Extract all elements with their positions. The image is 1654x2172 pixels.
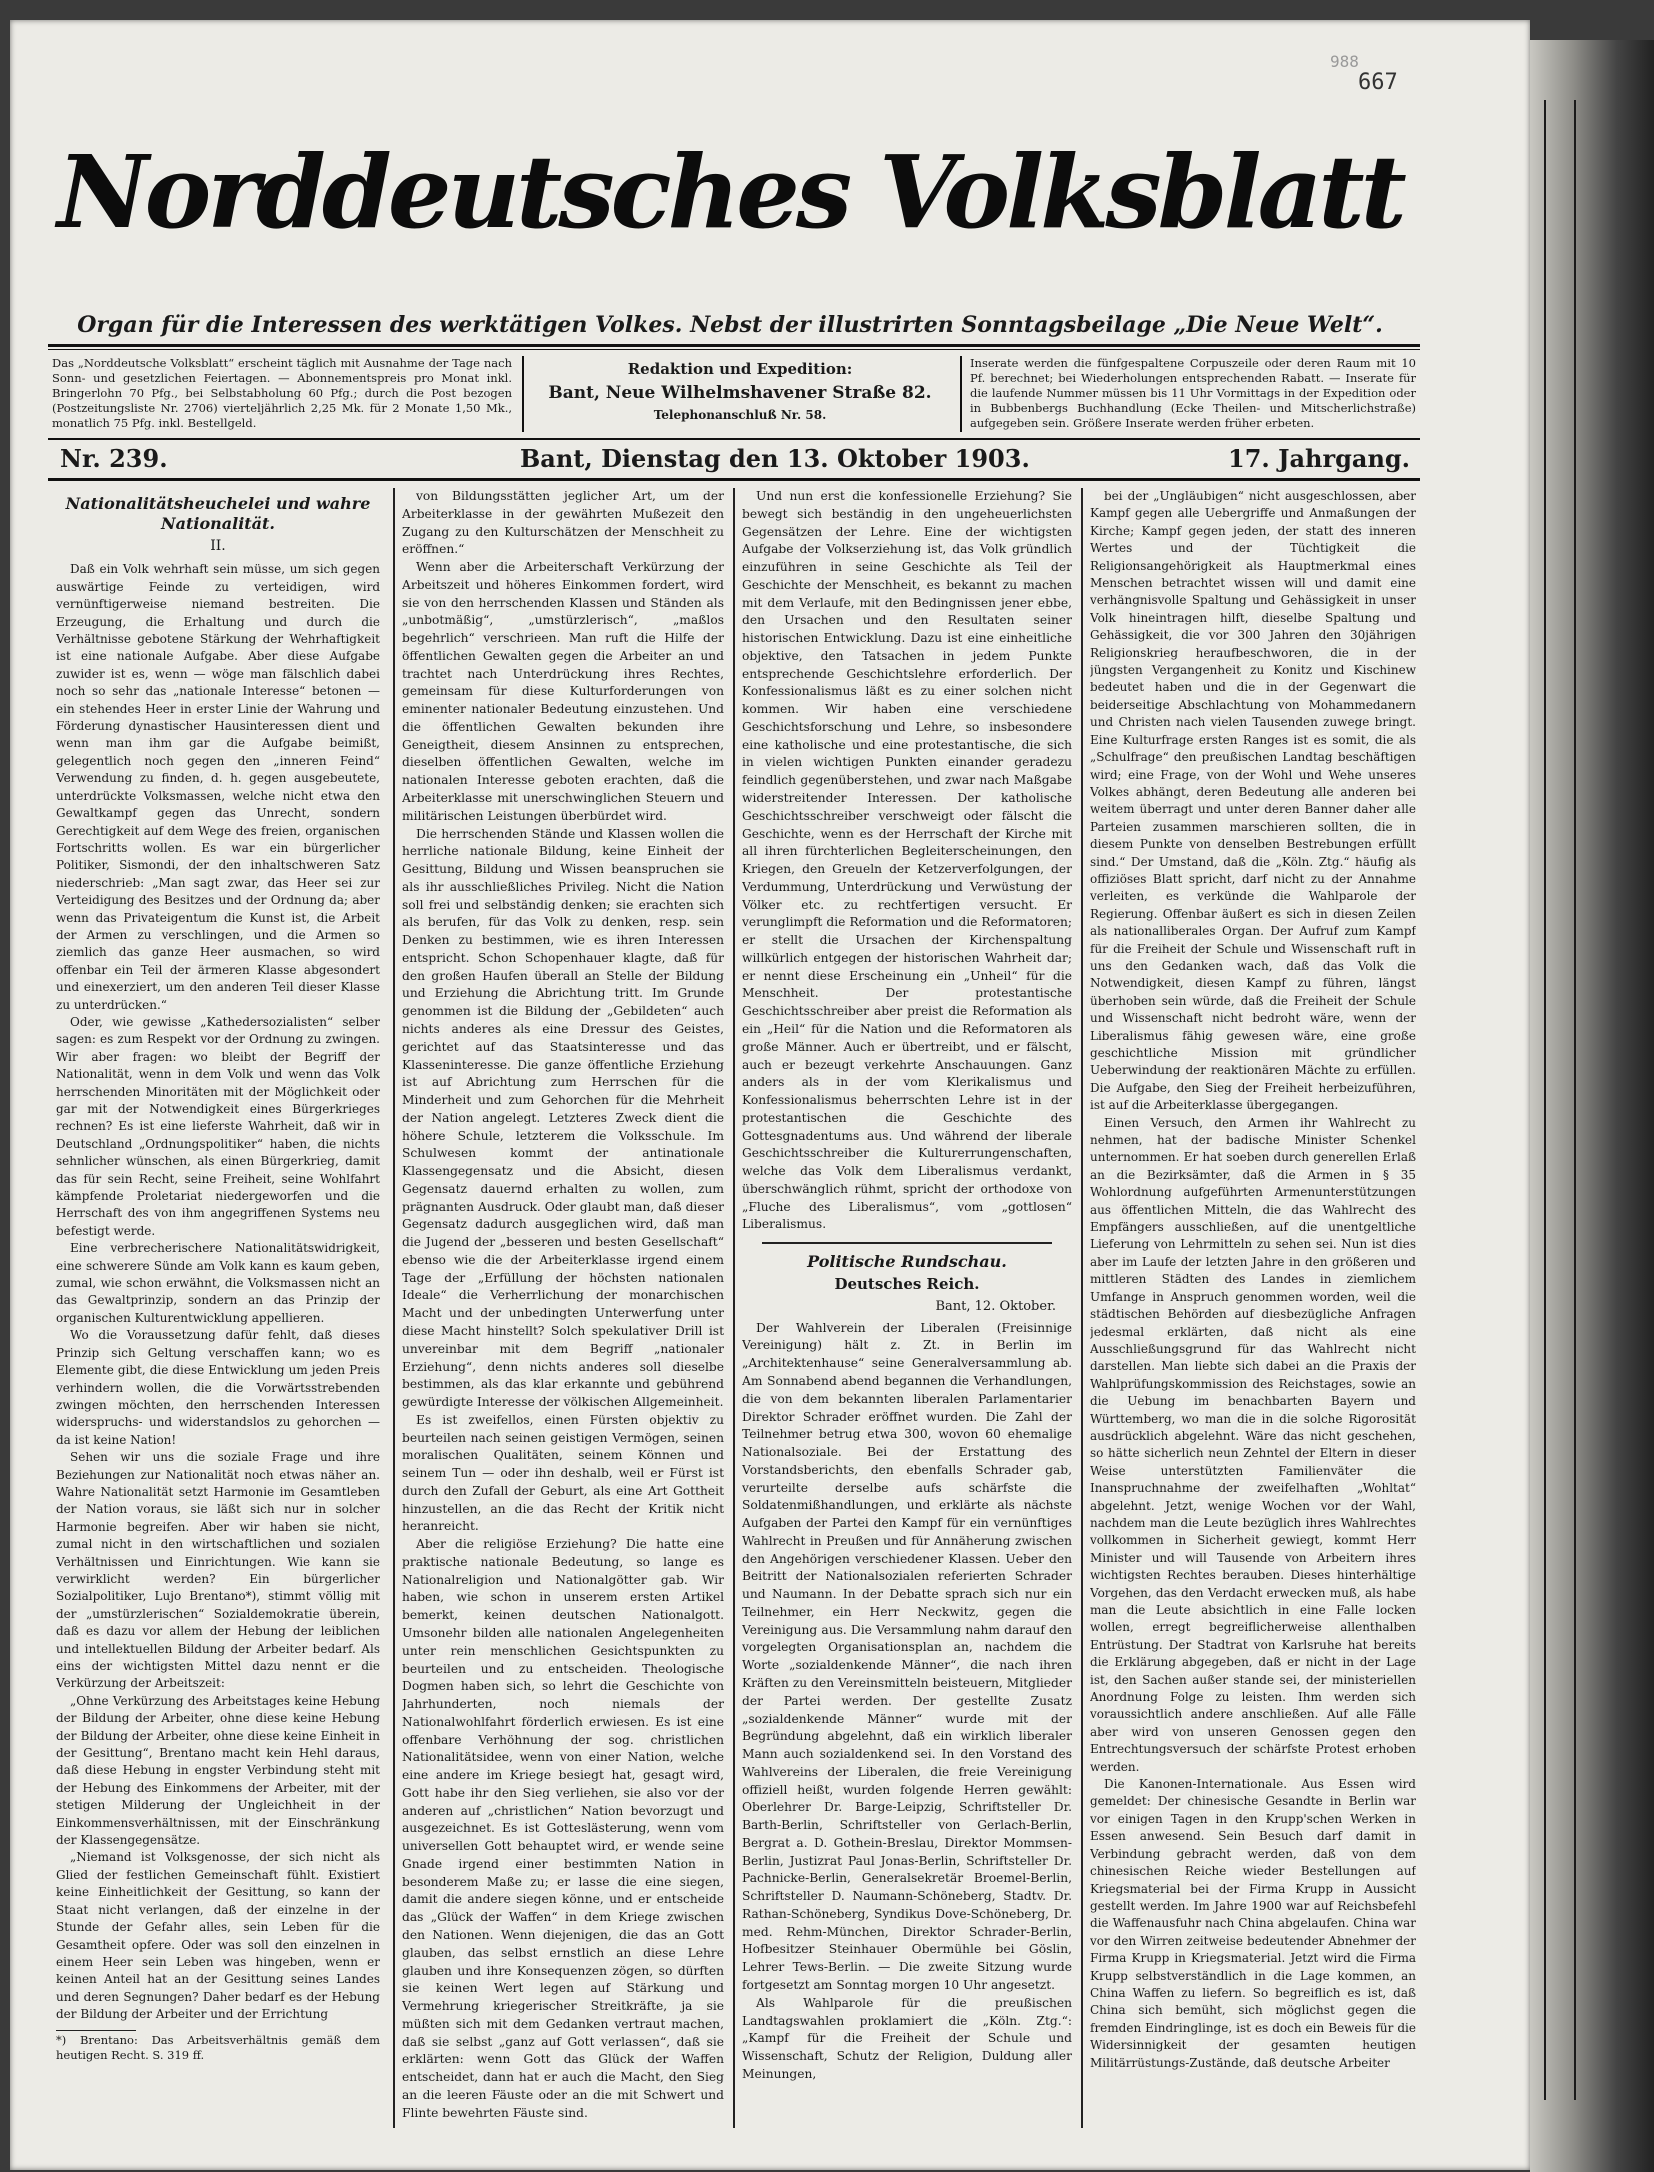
article-body	[56, 561, 380, 2023]
editorial-title: Redaktion und Expedition:	[627, 360, 853, 378]
paragraph: Die Kanonen-Internationale. Aus Essen wird gemeldet: Der chinesische Gesandte in Berlin war vor einigen Tagen in den Krupp'schen Werken in Essen anwesend. Sein Besuch darf damit in Verbindung gebracht werden, daß von dem chinesischen Reiche wieder Bestellungen auf Kriegsmaterial bei der Firma Krupp in Aussicht gestellt werden. Im Jahre 1900 war auf Reichsbefehl die Waffenausfuhr nach China abgelaufen. China war vor den Wirren zeitweise bedeutender Abnehmer der Firma Krupp in Kriegsmaterial. Jetzt wird die Firma Krupp selbstverständlich in die Lage kommen, an China Waffen zu liefern. So begreiflich es ist, daß China sich bemüht, sich möglichst gegen die fremden Eindringlinge, ist es doch ein Beweis für die Widersinnigkeit der gesamten heutigen Militärrüstungs-Zustände, daß deutsche Arbeiter	[1090, 1777, 1416, 2070]
paragraph: von Bildungsstätten jeglicher Art, um der Arbeiterklasse in der gewährten Mußezeit den Zugang zu den Kulturschätzen der Menschheit zu eröffnen.“	[402, 489, 724, 557]
paragraph: Aber die religiöse Erziehung? Die hatte eine praktische nationale Bedeutung, so lange es Nationalreligion und Nationalgötter gab. Wir haben, wie schon in unserem ersten Artikel bemerkt, keinen deutschen Nationalgott. Umsonehr bilden alle nationalen Angelegenheiten unter rein menschlichen Gesichtspunkten zu beurteilen und zu entscheiden. Theologische Dogmen haben sich, so lehrt die Geschichte von Jahrhunderten, noch niemals der Nationalwohlfahrt förderlich erwiesen. Es ist eine offenbare Verhöhnung der sog. christlichen Nationalitätsidee, wenn von einer Nation, welche eine andere im Kriege besiegt hat, gesagt wird, Gott habe ihr den Sieg verliehen, sie also vor der anderen auf „christlichen“ Nation bevorzugt und ausgezeichnet. Es ist Gotteslästerung, wenn vom universellen Gott behauptet wird, er wende seine Gnade irgend einer bestimmten Nation in besonderem Maße zu; er lasse die eine siegen, damit die andere siegen könne, und er entscheide das „Glück der Waffen“ in dem Kriege zwischen den Nationen. Wenn diejenigen, die das an Gott glauben, das selbst ernstlich an diese Lehre glauben und ihre Konsequenzen zögen, so dürften sie keinen Wert legen auf Stärkung und Vermehrung kriegerischer Streitkräfte, ja sie müßten sich mit dem Gedanken vertraut machen, daß sie selbst „ganz auf Gott verlassen“, daß sie erklärten: wenn Gott das Glück der Waffen entscheidet, dann hat er auch die Macht, den Sieg an die leeren Fäuste oder an die mit Schwert und Flinte bewehrten Fäuste sind.	[402, 1537, 724, 2120]
article-column-1	[56, 488, 380, 2128]
spine-line	[1544, 100, 1546, 2100]
article-column-4	[1090, 488, 1416, 2128]
info-divider	[522, 356, 524, 432]
news-dateline: Bant, 12. Oktober.	[935, 1298, 1056, 1314]
issue-number: Nr. 239.	[60, 444, 168, 473]
header-rule-top	[48, 344, 1420, 347]
column-rule	[393, 488, 395, 2128]
article-column-2	[402, 488, 724, 2128]
paragraph: Eine verbrecherischere Nationalitätswidrigkeit, eine schwerere Sünde am Volk kann es kaum geben, zumal, wie schon erwähnt, die Volksmassen nicht an das Gewaltprinzip, sondern an das Prinzip der organischen Kulturentwicklung appellieren.	[56, 1241, 380, 1325]
news-body	[742, 1320, 1072, 2084]
section-rule	[762, 1242, 1052, 1244]
paragraph: bei der „Ungläubigen“ nicht ausgeschlossen, aber Kampf gegen alle Uebergriffe und Anmaßungen der Kirche; Kampf gegen jeden, der statt des inneren Wertes und der Tüchtigkeit die Religionsangehörigkeit als Hauptmerkmal eines Menschen betrachtet wissen will und damit eine verhängnisvolle Spaltung und Gehässigkeit in unser Volk hineintragen hilft, dieselbe Spaltung und Gehässigkeit, die vor 300 Jahren den 30jährigen Religionskrieg heraufbeschworen, die in der jüngsten Vergangenheit zu Konitz und Kischinew bedeutet haben und die in der Gegenwart die beiderseitige Abschlachtung von Mohammedanern und Christen nach vielen Tausenden zuwege bringt. Eine Kulturfrage ersten Ranges ist es somit, die als „Schulfrage“ den preußischen Landtag beschäftigen wird; eine Frage, von der Wohl und Wehe unseres Volkes abhängt, deren Bedeutung alle anderen bei weitem überragt und unter deren Banner daher alle Parteien zusammen marschieren sollten, die in diesem Punkte von denselben Bestrebungen erfüllt sind.“ Der Umstand, daß die „Köln. Ztg.“ häufig als offiziöses Blatt spricht, darf nicht zu der Annahme verleiten, es verkünde die Wahlparole der Regierung. Offenbar äußert es sich in diesen Zeilen als nationalliberales Organ. Der Aufruf zum Kampf für die Freiheit der Schule und Wissenschaft ruft in uns den Gedanken wach, daß das Volk die Notwendigkeit, diesen Kampf zu führen, längst überhoben sein würde, daß die Freiheit der Schule und Wissenschaft nicht bedroht wäre, wenn der Liberalismus fähig gewesen wäre, eine große geschichtliche Mission mit gründlicher Ueberwindung der reaktionären Mächte zu erfüllen. Die Aufgabe, den Sieg der Freiheit herbeizuführen, ist auf die Arbeiterklasse übergegangen.	[1090, 489, 1416, 1113]
column-rule	[733, 488, 735, 2128]
paragraph: Es ist zweifellos, einen Fürsten objektiv zu beurteilen nach seinen geistigen Vermögen, seinen moralischen Qualitäten, seinem Können und seinem Tun — oder ihn deshalb, weil er Fürst ist durch den Zufall der Geburt, als eine Art Gottheit hinzustellen, an die das Recht der Kritik nicht heranreicht.	[402, 1412, 724, 1534]
paragraph: Einen Versuch, den Armen ihr Wahlrecht zu nehmen, hat der badische Minister Schenkel unternommen. Er hat soeben durch generellen Erlaß an die Bezirksämter, daß die Armen in § 35 Wohlordnung aufgeführten Armenunterstützungen aus öffentlichen Mitteln, die das Wahlrecht des Empfängers ausschließen, auf die unentgeltliche Lieferung von Lehrmitteln zu sehen sei. Nun ist dies aber im Laufe der letzten Jahre in den größeren und mittleren Städten des Landes in ziemlichem Umfange in Anspruch genommen worden, weil die städtischen Behörden auf diesbezügliche Anfragen jedesmal erklärten, daß nicht als eine Ausschließungsgrund für das Wahlrecht nicht darstellen. Man liebte sich dabei an die Praxis der Wahlprüfungskommission des Reichstages, sowie an die Uebung im benachbarten Bayern und Württemberg, wo man die in die solche Rigorosität ausdrücklich abgelehnt. Wäre das nicht geschehen, so hätte sicherlich neun Zehntel der Eltern in dieser Weise unterstützten Familienväter die Inanspruchnahme der zweifelhaften „Wohltat“ abgelehnt. Jetzt, wenige Wochen vor der Wahl, nachdem man die Leute bezüglich ihres Wahlrechtes vollkommen in Sicherheit gewiegt, kommt Herr Minister und will Tausende von Arbeitern ihres wichtigsten Rechtes berauben. Dieses hinterhältige Vorgehen, das den Verdacht erwecken muß, als habe man die Leute absichtlich in eine Falle locken wollen, erregt begreiflicherweise allenthalben Entrüstung. Der Stadtrat von Karlsruhe hat bereits die Erklärung abgegeben, daß er nicht in der Lage ist, den Sachen außer stande sei, der ministeriellen Anordnung Folge zu leisten. Ihm werden sich voraussichtlich andere anschließen. Auf alle Fälle aber wird von unseren Genossen gegen den Entrechtungsversuch der schärfste Protest erhoben werden.	[1090, 1115, 1416, 1774]
header-rule-top-thin	[48, 349, 1420, 350]
spine-line	[1574, 100, 1576, 2100]
subscription-info: Das „Norddeutsche Volksblatt“ erscheint täglich mit Ausnahme der Tage nach Sonn- und gesetzlichen Feiertagen. — Abonnementspreis pro Monat inkl. Bringerlohn 70 Pfg., bei Selbstabholung 60 Pfg.; durch die Post bezogen (Postzeitungsliste Nr. 2706) vierteljährlich 2,25 Mk. für 2 Monate 1,50 Mk., monatlich 75 Pfg. inkl. Bestellgeld.	[52, 356, 512, 430]
info-divider	[960, 356, 962, 432]
footnote: *) Brentano: Das Arbeitsverhältnis gemäß dem heutigen Recht. S. 319 ff.	[56, 2032, 380, 2062]
article-body	[742, 488, 1072, 1234]
advertising-info: Inserate werden die fünfgespaltene Corpuszeile oder deren Raum mit 10 Pf. berechnet; bei Wiederholungen entsprechenden Rabatt. — Inserate für die laufende Nummer müssen bis 11 Uhr Vormittags in der Expedition oder in Bubbenbergs Buchhandlung (Ecke Theilen- und Mitscherlichstraße) aufgegeben sein. Größere Inserate werden früher erbeten.	[970, 356, 1416, 430]
editorial-address: Bant, Neue Wilhelmshavener Straße 82.	[548, 383, 932, 403]
column-rule	[1081, 488, 1083, 2128]
book-spine	[1530, 40, 1654, 2172]
rundschau-heading: Politische Rundschau.	[807, 1252, 1007, 1272]
paragraph: Oder, wie gewisse „Kathedersozialisten“ selber sagen: es zum Respekt vor der Ordnung zu zwingen. Wir aber fragen: wo bleibt der Begriff der Nationalität, wenn in dem Volk und wenn das Volk herrschenden Minoritäten mit der Möglichkeit oder gar mit der Notwendigkeit eines Bürgerkrieges rechnen? Es ist eine lieferste Wahrheit, daß wir in Deutschland „Ordnungspolitiker“ haben, die nichts sehnlicher wünschen, als einen Bürgerkrieg, damit das für sein Recht, seine Freiheit, seine Wohlfahrt kämpfende Proletariat niedergeworfen und die Herrschaft des von ihm angegriffenen Systems neu befestigt werde.	[56, 1014, 380, 1238]
paragraph: Und nun erst die konfessionelle Erziehung? Sie bewegt sich beständig in den ungeheuerlichsten Gegensätzen der Lehre. Eine der wichtigsten Aufgabe der Volkserziehung ist, das Volk gründlich einzuführen in seine Geschichte als Teil der Geschichte der Menschheit, es bekannt zu machen mit dem Verlaufe, mit den Bedingnissen jener ebbe, den Ursachen und den Resultaten seiner historischen Entwicklung. Dazu ist eine einheitliche objektive, den Tatsachen in jedem Punkte entsprechende Geschichtslehre erforderlich. Der Konfessionalismus läßt es zu einer solchen nicht kommen. Wir haben eine verschiedene Geschichtsforschung und Lehre, so insbesondere eine katholische und eine protestantische, die sich in vielen wichtigen Punkten einander geradezu feindlich gegenüberstehen, und zwar nach Maßgabe widerstreitender Interessen. Der katholische Geschichtsschreiber verschweigt oder fälscht die Geschichte, wenn es der Herrschaft der Kirche mit all ihren fürchterlichen Begleiterscheinungen, den Kriegen, den Greueln der Ketzerverfolgungen, der Verdummung, Unterdrückung und Verwüstung der Völker etc. zu rechtfertigen versucht. Er verunglimpft die Reformation und die Reformatoren; er stellt die Ursachen der Kirchenspaltung willkürlich entgegen der historischen Wahrheit dar; er nennt diese Erscheinung ein „Unheil“ für die Menschheit. Der protestantische Geschichtsschreiber aber preist die Reformation als ein „Heil“ für die Nation und die Reformatoren als große Männer. Auch er übertreibt, und er fälscht, auch er bezeugt verkehrte Anschauungen. Ganz anders als in der vom Klerikalismus und Konfessionalismus beherrschten Lehre ist in der protestantischen die Geschichte des Gottesgnadentums aus. Und während der liberale Geschichtsschreiber die Kulturerrungenschaften, welche das Volk dem Liberalismus verdankt, überschwänglich rühmt, spricht der orthodoxe von „Fluche des Liberalismus“, vom „gottlosen“ Liberalismus.	[742, 489, 1072, 1232]
issue-year: 17. Jahrgang.	[1228, 444, 1411, 473]
paragraph: Daß ein Volk wehrhaft sein müsse, um sich gegen auswärtige Feinde zu verteidigen, wird vernünftigerweise niemand bestreiten. Die Erzeugung, die Erhaltung und durch die Verhältnisse gebotene Stärkung der Wehrhaftigkeit ist eine nationale Aufgabe. Aber diese Aufgabe zuwider ist es, wenn — wöge man fälschlich dabei noch so sehr das „nationale Interesse“ betonen — ein stehendes Heer in erster Linie der Wahrung und Förderung dynastischer Hausinteressen dient und wenn man ihm gar die Aufgabe beimißt, gelegentlich noch gegen den „inneren Feind“ Verwendung zu finden, d. h. gegen ausgebeutete, unterdrückte Volksmassen, welche nicht etwa den Gewaltkampf gegen das Unrecht, sondern Gerechtigkeit auf dem Wege des freien, organischen Fortschritts wollen. Es war ein bürgerlicher Politiker, Sismondi, der den inhaltschweren Satz niederschrieb: „Man sagt zwar, das Heer sei zur Verteidigung des Besitzes und der Ordnung da; aber wenn das Privateigentum die Kunst ist, die Arbeit der Armen zu verschlingen, und die Armen so ziemlich das ganze Heer ausmachen, so wird offenbar ein Teil der ärmeren Klasse abgesondert und einexerziert, um den anderen Teil dieser Klasse zu unterdrücken.“	[56, 562, 380, 1012]
footnote-rule	[56, 2030, 136, 2031]
paragraph: Wenn aber die Arbeiterschaft Verkürzung der Arbeitszeit und höheres Einkommen fordert, wird sie von den herrschenden Klassen und Ständen als „unbotmäßig“, „umstürzlerisch“, „maßlos begehrlich“ verschrieen. Man ruft die Hilfe der öffentlichen Gewalten gegen die Arbeiter an und trachtet nach Unterdrückung ihres Rechtes, gemeinsam für diese Kulturforderungen von eminenter nationaler Bedeutung einzustehen. Und die öffentlichen Gewalten bekunden ihre Geneigtheit, diesem Ansinnen zu entsprechen, dieselben öffentlichen Gewalten, welche im nationalen Interesse geboten erachten, daß die Arbeiterklasse mit unerschwinglichen Steuern und militärischen Leistungen überbürdet wird.	[402, 560, 724, 823]
paragraph: Die herrschenden Stände und Klassen wollen die herrliche nationale Bildung, keine Einheit der Gesittung, Bildung und Wissen beanspruchen sie als ihr ausschließliches Privileg. Nicht die Nation soll frei und selbständig denken; sie erachten sich als berufen, für das Volk zu denken, resp. sein Denken zu bestimmen, wie es ihren Interessen entspricht. Schon Schopenhauer klagte, daß für den großen Haufen überall an Stelle der Bildung und Erziehung die Abrichtung tritt. Im Grunde genommen ist die Bildung der „Gebildeten“ auch nichts anderes als eine Dressur des Geistes, gerichtet auf das Staatsinteresse und das Klasseninteresse. Die ganze öffentliche Erziehung ist auf Abrichtung zum Herrschen für die Minderheit und zum Gehorchen für die Mehrheit der Nation angelegt. Letzteres Zweck dient die höhere Schule, letzterem die Volksschule. Im Schulwesen kommt der antinationale Klassengegensatz und die Absicht, diesen Gegensatz dauernd erhalten zu wollen, zum prägnanten Ausdruck. Oder glaubt man, daß dieser Gegensatz dadurch ausgeglichen wird, daß man die Jugend der „besseren und besten Gesellschaft“ ebenso wie die der Arbeiterklasse irgend einem Tage der „Erfüllung der höchsten nationalen Ideale“ die Verherrlichung der monarchischen Macht und der unbedingten Unterwerfung unter diese Macht hinstellt? Solch spekulativer Drill ist unvereinbar mit dem Begriff „nationaler Erziehung“, denn nichts anderes soll dieselbe bestimmen, als das klar erkannte und gebührend gewürdigte Interesse der völkischen Allgemeinheit.	[402, 826, 724, 1410]
editorial-box	[540, 358, 940, 432]
editorial-phone: Telephonanschluß Nr. 58.	[653, 408, 827, 422]
issue-date: Bant, Dienstag den 13. Oktober 1903.	[520, 444, 1030, 473]
archive-mark: 988	[1330, 52, 1359, 71]
paragraph: „Niemand ist Volksgenosse, der sich nicht als Glied der festlichen Gemeinschaft fühlt. Existiert keine Einheitlichkeit der Gesittung, so kann der Staat nicht verlangen, daß der einzelne in der Stunde der Gefahr alles, sein Leben für die Gesamtheit opfere. Oder was soll den einzelnen in einem Heer sein Leben was hingeben, wenn er keinen Anteil hat an der Gesittung seines Landes und deren Segnungen? Daher bedarf es der Hebung der Bildung der Arbeiter und der Errichtung	[56, 1850, 380, 2022]
article-body	[402, 488, 724, 2122]
paragraph: Der Wahlverein der Liberalen (Freisinnige Vereinigung) hält z. Zt. in Berlin im „Architektenhause“ seine Generalversammlung ab. Am Sonnabend abend begannen die Verhandlungen, die von dem bekannten liberalen Parlamentarier Direktor Schrader eröffnet wurden. Die Zahl der Teilnehmer betrug etwa 300, wovon 60 ehemalige Nationalsoziale. Bei der Erstattung des Vorstandsberichts, den ebenfalls Schrader gab, verurteilte derselbe aufs schärfste die Soldatenmißhandlungen, und erklärte als nächste Aufgaben der Partei den Kampf für ein vernünftiges Wahlrecht in Preußen und für Annäherung zwischen den Angehörigen verschiedener Klassen. Ueber den Beitritt der Nationalsozialen referierten Schrader und Naumann. In der Debatte sprach sich nur ein Teilnehmer, ein Herr Neckwitz, gegen die Vereinigung aus. Die Versammlung nahm darauf den vorgelegten Organisationsplan an, nachdem die Worte „sozialdenkende Männer“, die nach ihren Kräften zu den Vereinsmitteln beisteuern, Mitglieder der Partei werden. Der gestellte Zusatz „sozialdenkende Männer“ wurde mit der Begründung abgelehnt, daß ein wirklich liberaler Mann auch sozialdenkend sei. In den Vorstand des Wahlvereins der Liberalen, die freie Vereinigung offiziell heißt, wurden folgende Herren gewählt: Oberlehrer Dr. Barge-Leipzig, Schriftsteller Dr. Barth-Berlin, Schriftsteller von Gerlach-Berlin, Bergrat a. D. Gothein-Breslau, Direktor Mommsen-Berlin, Justizrat Paul Jonas-Berlin, Schriftsteller Dr. Pachnicke-Berlin, Generalsekretär Broemel-Berlin, Schriftsteller D. Naumann-Schöneberg, Stadtv. Dr. Rathan-Schöneberg, Syndikus Dove-Schöneberg, Dr. med. Rehm-München, Direktor Schrader-Berlin, Hofbesitzer Steinhauer Obermühle bei Göslin, Lehrer Tews-Berlin. — Die zweite Sitzung wurde fortgesetzt am Sonntag morgen 10 Uhr angesetzt.	[742, 1320, 1072, 1993]
page-number: 667	[1358, 70, 1398, 95]
paragraph: Als Wahlparole für die preußischen Landtagswahlen proklamiert die „Köln. Ztg.“: „Kampf für die Freiheit der Schule und Wissenschaft, Schutz der Religion, Duldung aller Meinungen,	[742, 1995, 1072, 2081]
header-rule-mid	[48, 438, 1420, 440]
header-rule-bottom	[48, 478, 1420, 481]
article-column-3	[742, 488, 1072, 2128]
reich-heading: Deutsches Reich.	[834, 1275, 980, 1294]
paragraph: Sehen wir uns die soziale Frage und ihre Beziehungen zur Nationalität noch etwas näher an. Wahre Nationalität setzt Harmonie im Gesamtleben der Nation voraus, sie läßt sich nur in solcher Harmonie begreifen. Aber wir haben sie nicht, zumal nicht in den wirtschaftlichen und sozialen Verhältnissen und Einrichtungen. Wie kann sie verwirklicht werden? Ein bürgerlicher Sozialpolitiker, Lujo Brentano*), stimmt völlig mit der „umstürzlerischen“ Sozialdemokratie überein, daß es dazu vor allem der Hebung der leiblichen und intellektuellen Bildung der Arbeiter bedarf. Als eins der wichtigsten Mittel dazu nennt er die Verkürzung der Arbeitszeit:	[56, 1450, 380, 1691]
article-heading: Nationalitätsheuchelei und wahre Nationalität.	[65, 494, 371, 533]
paragraph: Wo die Voraussetzung dafür fehlt, daß dieses Prinzip sich Geltung verschaffen kann; wo es Elemente gibt, die diese Entwicklung um jeden Preis verhindern wollen, die die Vorwärtsstrebenden zwingen möchten, den herrschenden Interessen widerspruchs- und widerstandslos zu gehorchen — da ist keine Nation!	[56, 1328, 380, 1447]
masthead-title: Norddeutsches Volksblatt	[57, 133, 1403, 251]
masthead-subtitle: Organ für die Interessen des werktätigen Volkes. Nebst der illustrirten Sonntagsbeilage „Die Neue Welt“.	[77, 312, 1383, 338]
article-part: II.	[210, 538, 226, 554]
paragraph: „Ohne Verkürzung des Arbeitstages keine Hebung der Bildung der Arbeiter, ohne diese keine Hebung der Bildung der Arbeiter, ohne diese keine Einheit in der Gesittung“, Brentano macht kein Hehl daraus, daß diese Hebung in engster Verbindung steht mit der Hebung des Einkommens der Arbeiter, mit der stetigen Milderung der Ungleichheit in der Einkommensverhältnissen, mit der Einschränkung der Klassengegensätze.	[56, 1693, 380, 1848]
news-body	[1090, 488, 1416, 2072]
